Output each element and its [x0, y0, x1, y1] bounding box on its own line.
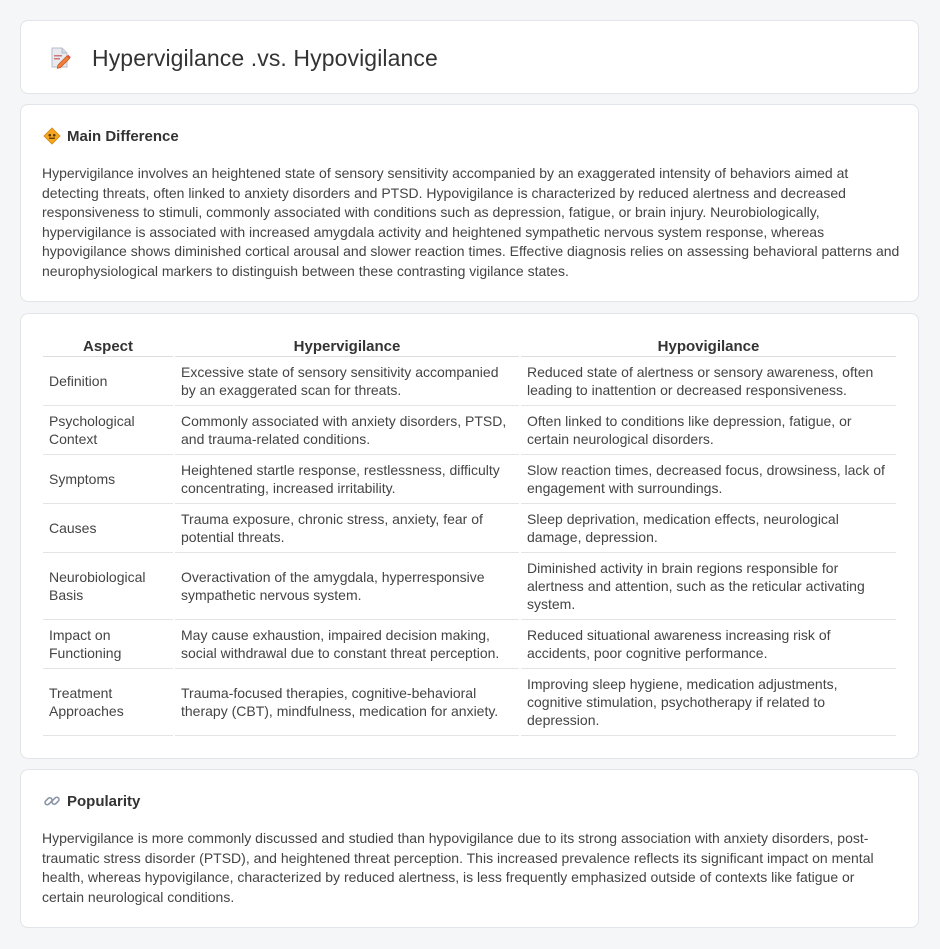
- popularity-heading: Popularity: [67, 792, 141, 810]
- page-title: Hypervigilance .vs. Hypovigilance: [92, 45, 438, 71]
- hypo-cell: Often linked to conditions like depression, fatigue, or certain neurological disorders.: [521, 406, 896, 455]
- hypo-cell: Reduced situational awareness increasing risk of accidents, poor cognitive performance.: [521, 620, 896, 669]
- aspect-cell: Psychological Context: [43, 406, 173, 455]
- popularity-text: Hypervigilance is more commonly discussed and studied than hypovigilance due to its strong association with anxiety disorders, post-traumatic stress disorder (PTSD), and heightened threat perception. This increased prevalence reflects its significant impact on mental health, whereas hypovigilance, characterized by reduced alertness, is less frequently emphasized outside of contexts like fatigue or certain neurological conditions.: [42, 830, 874, 905]
- table-row: [43, 620, 896, 669]
- table-row: [43, 669, 896, 736]
- main-difference-heading: Main Difference: [67, 127, 179, 145]
- title-card: [20, 20, 919, 94]
- aspect-cell: Symptoms: [43, 455, 173, 504]
- header-hypovigilance: Hypovigilance: [521, 334, 896, 357]
- main-difference-card: [20, 104, 919, 302]
- table-row: [43, 504, 896, 553]
- table-row: [43, 553, 896, 620]
- hypo-cell: Diminished activity in brain regions responsible for alertness and attention, such as the reticular activating system.: [521, 553, 896, 620]
- hypo-cell: Reduced state of alertness or sensory awareness, often leading to inattention or decreased responsiveness.: [521, 357, 896, 406]
- main-difference-text: Hypervigilance involves an heightened state of sensory sensitivity accompanied by an exaggerated intensity of behaviors aimed at detecting threats, often linked to anxiety disorders and PTSD. Hypovigilance is characterized by reduced alertness and decreased responsiveness to stimuli, commonly associated with conditions such as depression, fatigue, or brain injury. Neurobiologically, hypervigilance is associated with increased amygdala activity and heightened sympathetic nervous system response, whereas hypovigilance shows diminished cortical arousal and slower reaction times. Effective diagnosis relies on assessing behavioral patterns and neurophysiological markers to distinguish between these contrasting vigilance states.: [42, 165, 900, 279]
- table-row: [43, 357, 896, 406]
- table-header-row: [43, 334, 896, 357]
- hyper-cell: Commonly associated with anxiety disorders, PTSD, and trauma-related conditions.: [175, 406, 519, 455]
- hyper-cell: Heightened startle response, restlessness, difficulty concentrating, increased irritability.: [175, 455, 519, 504]
- popularity-header: [43, 792, 140, 810]
- hyper-cell: Trauma-focused therapies, cognitive-behavioral therapy (CBT), mindfulness, medication for anxiety.: [175, 669, 519, 736]
- aspect-cell: Causes: [43, 504, 173, 553]
- hyper-cell: Trauma exposure, chronic stress, anxiety, fear of potential threats.: [175, 504, 519, 553]
- diamond-warning-icon: [43, 127, 61, 145]
- hyper-cell: Excessive state of sensory sensitivity accompanied by an exaggerated scan for threats.: [175, 357, 519, 406]
- aspect-cell: Treatment Approaches: [43, 669, 173, 736]
- link-icon: [43, 792, 61, 810]
- comparison-table: [41, 334, 898, 736]
- main-difference-header: [43, 127, 179, 145]
- aspect-cell: Impact on Functioning: [43, 620, 173, 669]
- popularity-card: [20, 769, 919, 928]
- hyper-cell: Overactivation of the amygdala, hyperresponsive sympathetic nervous system.: [175, 553, 519, 620]
- header-aspect: Aspect: [43, 334, 173, 357]
- aspect-cell: Definition: [43, 357, 173, 406]
- header-hypervigilance: Hypervigilance: [175, 334, 519, 357]
- aspect-cell: Neurobiological Basis: [43, 553, 173, 620]
- hyper-cell: May cause exhaustion, impaired decision making, social withdrawal due to constant threat perception.: [175, 620, 519, 669]
- hypo-cell: Slow reaction times, decreased focus, drowsiness, lack of engagement with surroundings.: [521, 455, 896, 504]
- hypo-cell: Sleep deprivation, medication effects, neurological damage, depression.: [521, 504, 896, 553]
- comparison-card: [20, 313, 919, 759]
- document-pencil-icon: [49, 47, 71, 69]
- table-row: [43, 406, 896, 455]
- hypo-cell: Improving sleep hygiene, medication adjustments, cognitive stimulation, psychotherapy if related to depression.: [521, 669, 896, 736]
- table-row: [43, 455, 896, 504]
